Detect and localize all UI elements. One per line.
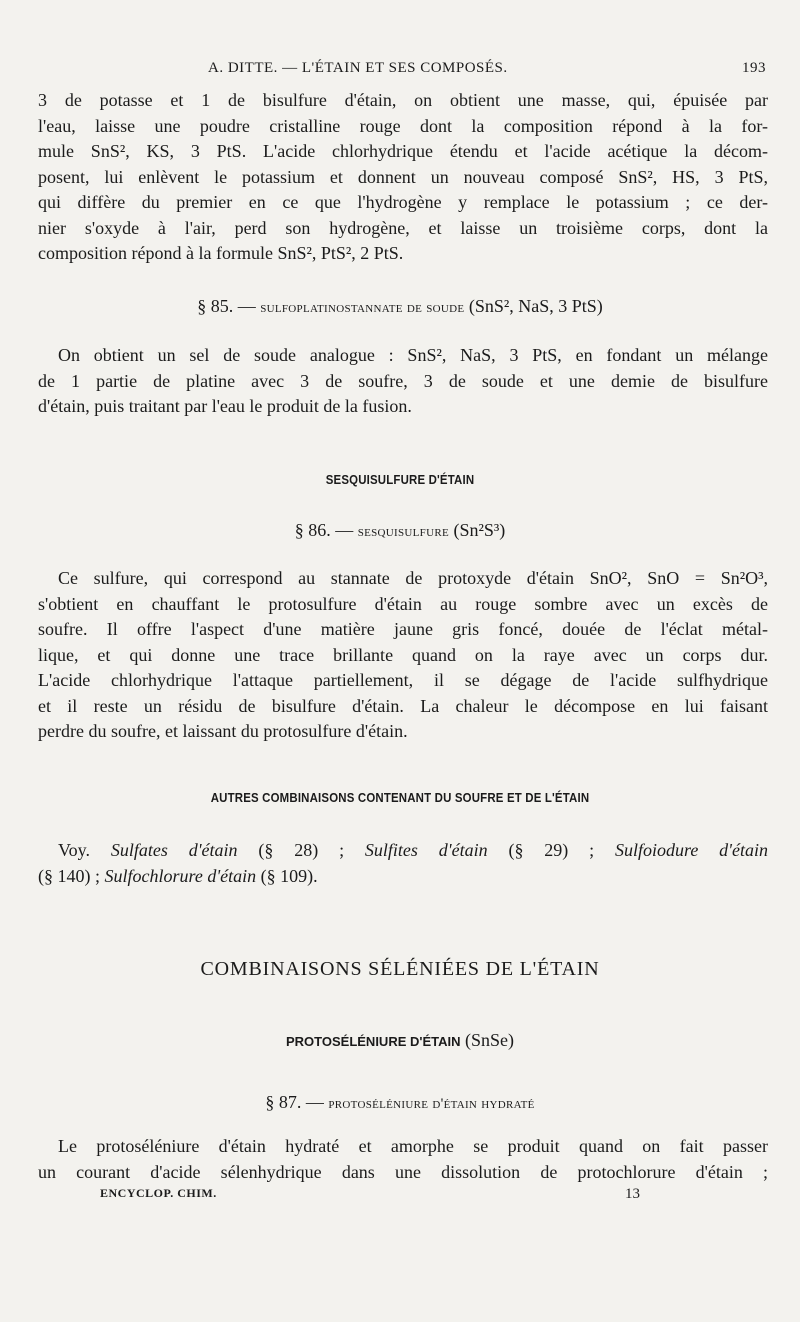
voy-text: Voy. [58,840,111,860]
xref-title: Sulfoiodure d'étain [614,840,768,860]
page-number: 193 [742,60,766,76]
section-85-heading [0,296,800,317]
text-line: lique, et qui donne une trace brillante quand on la raye avec un corps dur. [38,644,768,665]
section-name: protoséléniure d'étain hydraté [328,1096,535,1112]
signature-mark: ENCYCLOP. CHIM. [100,1186,217,1200]
paragraph-3 [38,566,768,745]
xref-title: Sulfochlorure d'étain [104,865,257,886]
section-number: § 87. — [265,1092,324,1112]
subheading-formula: (SnSe) [465,1030,515,1050]
subheading-sesquisulfure: SESQUISULFURE D'ÉTAIN [325,472,475,487]
text-line: nier s'oxyde à l'air, perd son hydrogène, et laisse un troisième corps, dont la [38,217,768,238]
paragraph-2 [38,343,768,420]
paragraph-voy [38,838,768,889]
section-name: sesquisulfure [357,524,449,540]
section-number: § 85. — [197,296,256,316]
section-86-heading [0,520,800,541]
section-formula: (Sn²S³) [453,520,506,540]
text-line: qui diffère du premier en ce que l'hydrogène y remplace le potassium ; ce der- [38,192,768,212]
text-line: un courant d'acide sélenhydrique dans une dissolution de protochlorure d'étain ; [38,1161,768,1182]
running-title: A. DITTE. — L'ÉTAIN ET SES COMPOSÉS. [208,60,508,76]
section-name: sulfoplatinostannate de soude [260,300,465,316]
section-formula: (SnS², NaS, 3 PtS) [468,296,603,316]
xref-ref: (§ 109). [256,865,318,886]
text-line: soufre. Il offre l'aspect d'une matière jaune gris foncé, douée de l'éclat métal- [38,619,768,639]
text-line [38,838,768,864]
xref-ref: (§ 29) ; [487,840,615,860]
page-footer [100,1186,640,1206]
subheading-protoseleniure [0,1030,800,1051]
text-line: mule SnS², KS, 3 PtS. L'acide chlorhydrique étendu et l'acide acétique la décom- [38,141,768,161]
running-head [38,60,766,82]
text-line: Le protoséléniure d'étain hydraté et amorphe se produit quand on fait passer [58,1136,768,1156]
text-line: et il reste un résidu de bisulfure d'étain. La chaleur le décompose en lui faisant [38,695,768,716]
xref-title: Sulfites d'étain [364,840,488,860]
text-line: s'obtient en chauffant le protosulfure d'étain au rouge sombre avec un excès de [38,593,768,614]
section-87-heading [0,1092,800,1113]
sheet-number: 13 [625,1186,640,1202]
text-line: On obtient un sel de soude analogue : SnS², NaS, 3 PtS, en fondant un mélange [58,345,768,365]
xref-ref: (§ 28) ; [237,840,365,860]
subheading-autres-combinaisons: AUTRES COMBINAISONS CONTENANT DU SOUFRE ET DE L'ÉTAIN [210,790,590,805]
text-line: posent, lui enlèvent le potassium et donnent un nouveau composé SnS², HS, 3 PtS, [38,166,768,187]
text-line: Ce sulfure, qui correspond au stannate de protoxyde d'étain SnO², SnO = Sn²O³, [58,568,768,588]
xref-ref: (§ 140) ; [38,865,105,886]
xref-title: Sulfates d'étain [110,840,238,860]
text-line: 3 de potasse et 1 de bisulfure d'étain, on obtient une masse, qui, épuisée par [38,90,768,110]
text-line [38,864,768,890]
paragraph-1 [38,88,768,267]
subheading-caps: PROTOSÉLÉNIURE D'ÉTAIN [285,1034,461,1049]
text-line: composition répond à la formule SnS², PtS², 2 PtS. [38,243,404,263]
text-line: L'acide chlorhydrique l'attaque partiellement, il se dégage de l'acide sulfhydrique [38,670,768,690]
paragraph-4 [38,1134,768,1185]
section-number: § 86. — [294,520,354,540]
major-heading: COMBINAISONS SÉLÉNIÉES DE L'ÉTAIN [200,958,600,980]
text-line: perdre du soufre, et laissant du protosulfure d'étain. [38,721,408,741]
text-line: d'étain, puis traitant par l'eau le produit de la fusion. [38,396,412,416]
text-line: de 1 partie de platine avec 3 de soufre, 3 de soude et une demie de bisulfure [38,370,768,391]
text-line: l'eau, laisse une poudre cristalline rouge dont la composition répond à la for- [38,115,768,136]
